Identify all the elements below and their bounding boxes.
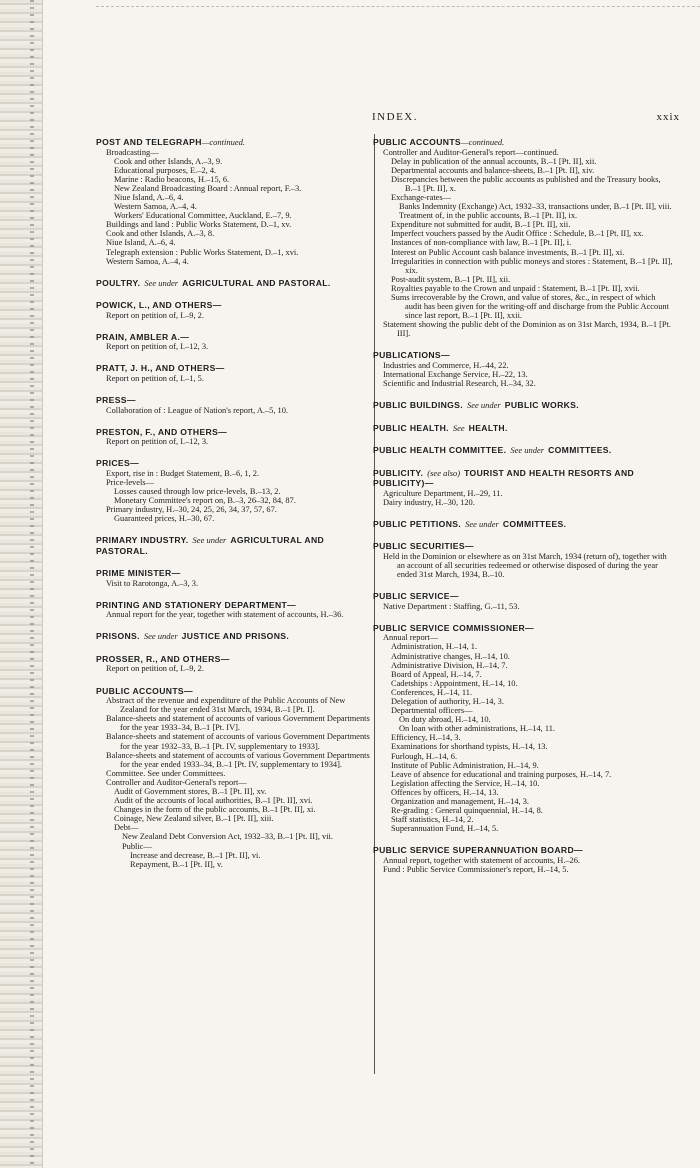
entry-line: Niue Island, A.–6, 4. — [114, 192, 184, 202]
page-number: xxix — [656, 111, 680, 123]
entry-line: Fund : Public Service Commissioner's report, H.–14, 5. — [383, 864, 569, 874]
entry-line: Discrepancies between the public accounts as published and the Treasury books, B.–1 [Pt. II], x. — [391, 174, 661, 193]
index-entry — [96, 363, 371, 383]
cross-reference: AGRICULTURAL AND PASTORAL. — [182, 277, 331, 288]
entry-heading — [373, 591, 673, 602]
entry-heading — [96, 458, 371, 469]
entry-heading — [96, 137, 371, 148]
heading-text: PRIME MINISTER— — [96, 568, 181, 579]
entry-line: Balance-sheets and statement of accounts of various Government Departments for the year 1933–34, B.–1 [Pt. IV]. — [106, 714, 370, 733]
entry-heading — [373, 137, 673, 148]
entry-line: Expenditure not submitted for audit, B.–1 [Pt. II], xii. — [391, 220, 571, 230]
heading-text: PRIMARY INDUSTRY. — [96, 535, 189, 546]
entry-line: Post-audit system, B.–1 [Pt. II], xii. — [391, 274, 511, 284]
entry-line: Instances of non-compliance with law, B.–1 [Pt. II], i. — [391, 238, 572, 248]
entry-line: Educational purposes, E.–2, 4. — [114, 165, 217, 175]
entry-line: Re-grading : General quinquennial, H.–14, 8. — [391, 806, 543, 816]
entry-line: Board of Appeal, H.–14, 7. — [391, 669, 482, 679]
see-label: See under — [143, 631, 178, 642]
entry-line: Balance-sheets and statement of accounts of various Government Departments for the year ended 1933–34, B.–1 [Pt. IV, supplementary to 1934]. — [106, 750, 370, 769]
see-label: See — [452, 422, 465, 433]
see-label: See under — [510, 445, 545, 456]
index-entry — [373, 591, 673, 611]
index-entry — [96, 458, 371, 523]
cross-reference: COMMITTEES. — [502, 518, 567, 529]
heading-text: PUBLIC HEALTH COMMITTEE. — [373, 445, 507, 456]
entry-heading — [96, 427, 371, 438]
entry-line: Sums irrecoverable by the Crown, and value of stores, &c., in respect of which audit has been given for the writing-off and discharge from the Public Account since last report, B.–1 [Pt. II], xxii. — [391, 293, 669, 321]
index-entry — [373, 519, 673, 530]
entry-heading — [96, 535, 371, 556]
entry-heading — [373, 423, 673, 434]
entry-line: Industries and Commerce, H.–44, 22. — [383, 360, 509, 370]
see-label: See under — [466, 400, 501, 411]
entry-line: Niue Island, A.–6, 4. — [106, 238, 176, 248]
cross-reference: AGRICULTURAL AND PASTORAL. — [96, 535, 325, 556]
heading-text: POWICK, L., AND OTHERS— — [96, 300, 222, 311]
entry-line: Committee. See under Committees. — [106, 768, 226, 778]
entry-heading — [373, 445, 673, 456]
heading-text: PRAIN, AMBLER A.— — [96, 331, 190, 342]
entry-line: New Zealand Debt Conversion Act, 1932–33, B.–1 [Pt. II], vii. — [122, 832, 333, 842]
entry-line: Furlough, H.–14, 6. — [391, 751, 458, 761]
entry-heading — [96, 300, 371, 311]
page-title: INDEX. — [372, 111, 418, 123]
continued-marker: —continued. — [201, 137, 245, 147]
index-entry — [373, 137, 673, 338]
entry-line: Collaboration of : League of Nation's report, A.–5, 10. — [106, 405, 288, 415]
heading-text: PRINTING AND STATIONERY DEPARTMENT— — [96, 599, 297, 610]
index-entry — [96, 568, 371, 588]
entry-line: Controller and Auditor-General's report— — [106, 777, 247, 787]
index-entry — [96, 300, 371, 320]
entry-line: Imperfect vouchers passed by the Audit Office : Schedule, B.–1 [Pt. II], xx. — [391, 229, 644, 239]
entry-line: Annual report, together with statement of accounts, H.–26. — [383, 855, 580, 865]
cross-reference: HEALTH. — [468, 422, 508, 433]
entry-line: Primary industry, H.–30, 24, 25, 26, 34, 37, 57, 67. — [106, 505, 277, 515]
entry-line: Export, rise in : Budget Statement, B.–6, 1, 2. — [106, 468, 260, 478]
heading-text: PUBLIC PETITIONS. — [373, 518, 462, 529]
entry-line: Annual report for the year, together with statement of accounts, H.–36. — [106, 610, 344, 620]
entry-line: Report on petition of, I.–12, 3. — [106, 437, 209, 447]
heading-text: PUBLIC SECURITIES— — [373, 541, 474, 552]
entry-line: Royalties payable to the Crown and unpaid : Statement, B.–1 [Pt. II], xvii. — [391, 283, 640, 293]
entry-heading — [96, 568, 371, 579]
entry-line: New Zealand Broadcasting Board : Annual report, F.–3. — [114, 183, 302, 193]
entry-line: Losses caused through low price-levels, B.–13, 2. — [114, 486, 281, 496]
entry-line: Administrative changes, H.–14, 10. — [391, 651, 510, 661]
heading-text: PUBLIC ACCOUNTS— — [96, 685, 193, 696]
entry-line: Cadetships : Appointment, H.–14, 10. — [391, 678, 518, 688]
entry-line: Statement showing the public debt of the Dominion as on 31st March, 1934, B.–1 [Pt. III]. — [383, 320, 671, 339]
entry-line: Balance-sheets and statement of accounts of various Government Departments for the year 1932–33, B.–1 [Pt. IV, supplementary to 1933]. — [106, 732, 370, 751]
entry-line: Legislation affecting the Service, H.–14, 10. — [391, 778, 540, 788]
index-entry — [96, 427, 371, 447]
entry-line: Cook and other Islands, A.–3, 9. — [114, 156, 223, 166]
entry-line: Banks Indemnity (Exchange) Act, 1932–33, transactions under, B.–1 [Pt. II], viii. — [399, 202, 672, 212]
index-entry — [96, 278, 371, 289]
entry-line: Organization and management, H.–14, 3. — [391, 797, 529, 806]
entry-line: Administrative Division, H.–14, 7. — [391, 660, 508, 670]
heading-text: PRESTON, F., AND OTHERS— — [96, 426, 228, 437]
index-entry — [373, 541, 673, 579]
see-label: See under — [192, 535, 227, 546]
index-entry — [373, 623, 673, 834]
entry-line: Agriculture Department, H.–29, 11. — [383, 488, 503, 498]
index-entry — [373, 845, 673, 874]
entry-line: Administration, H.–14, 1. — [391, 642, 478, 652]
entry-line: Conferences, H.–14, 11. — [391, 687, 473, 697]
entry-line: Monetary Committee's report on, B.–3, 26–32, 84, 87. — [114, 495, 296, 505]
entry-line: Examinations for shorthand typists, H.–14, 13. — [391, 742, 548, 752]
entry-line: Exchange-rates— — [391, 192, 451, 202]
entry-heading — [96, 278, 371, 289]
entry-heading — [373, 541, 673, 552]
index-entry — [96, 332, 371, 352]
cross-reference: COMMITTEES. — [548, 445, 612, 456]
entry-line: Controller and Auditor-General's report—continued. — [383, 147, 559, 157]
entry-line: Report on petition of, I.–9, 2. — [106, 664, 204, 674]
entry-line: Western Samoa, A.–4, 4. — [114, 202, 197, 212]
entry-line: Price-levels— — [106, 477, 154, 487]
entry-heading — [373, 350, 673, 361]
entry-heading — [96, 395, 371, 406]
entry-heading — [96, 332, 371, 343]
entry-line: Dairy industry, H.–30, 120. — [383, 497, 475, 507]
heading-text: PRICES— — [96, 458, 140, 469]
entry-line: Irregularities in connection with public moneys and stores : Statement, B.–1 [Pt. II], xix. — [391, 256, 673, 275]
entry-line: Interest on Public Account cash balance investments, B.–1 [Pt. II], xi. — [391, 247, 625, 257]
entry-line: Offences by officers, H.–14, 13. — [391, 787, 499, 797]
entry-line: Delegation of authority, H.–14, 3. — [391, 696, 504, 706]
entry-line: Broadcasting— — [106, 147, 159, 157]
cross-reference: TOURIST AND HEALTH RESORTS AND PUBLICITY)— — [373, 467, 635, 489]
entry-heading — [373, 468, 673, 489]
entry-line: Audit of Government stores, B.–1 [Pt. II], xv. — [114, 786, 267, 796]
entry-line: Efficiency, H.–14, 3. — [391, 733, 461, 743]
index-entry — [96, 654, 371, 674]
index-entry — [373, 350, 673, 388]
entry-line: Visit to Rarotonga, A.–3, 3. — [106, 578, 199, 588]
heading-text: PUBLIC HEALTH. — [373, 422, 449, 433]
entry-line: Departmental accounts and balance-sheets, B.–1 [Pt. II], xiv. — [391, 165, 595, 175]
entry-line: Report on petition of, I.–1, 5. — [106, 373, 204, 383]
entry-heading — [373, 845, 673, 856]
index-entry — [96, 600, 371, 620]
entry-line: Delay in publication of the annual accounts, B.–1 [Pt. II], xii. — [391, 156, 597, 166]
entry-heading — [96, 600, 371, 611]
entry-line: Staff statistics, H.–14, 2. — [391, 815, 474, 825]
heading-text: POST AND TELEGRAPH — [96, 137, 202, 147]
index-entry — [373, 468, 673, 507]
index-entry — [96, 686, 371, 869]
entry-line: Repayment, B.–1 [Pt. II], v. — [130, 859, 223, 869]
entry-line: Western Samoa, A.–4, 4. — [106, 256, 189, 266]
entry-line: Guaranteed prices, H.–30, 67. — [114, 514, 215, 524]
index-entry — [96, 395, 371, 415]
index-entry — [96, 137, 371, 266]
index-entry — [373, 400, 673, 411]
entry-line: Buildings and land : Public Works Statement, D.–1, xv. — [106, 220, 292, 230]
heading-text: PUBLIC ACCOUNTS — [373, 137, 462, 147]
entry-line: On duty abroad, H.–14, 10. — [399, 715, 491, 725]
heading-text: PROSSER, R., AND OTHERS— — [96, 653, 230, 664]
heading-text: PUBLIC BUILDINGS. — [373, 400, 463, 411]
entry-heading — [373, 519, 673, 530]
continued-marker: —continued. — [461, 137, 505, 147]
entry-line: Institute of Public Administration, H.–14, 9. — [391, 760, 539, 770]
entry-heading — [373, 400, 673, 411]
index-entry — [373, 423, 673, 434]
entry-line: Cook and other Islands, A.–3, 8. — [106, 229, 215, 239]
right-column — [373, 137, 673, 874]
entry-line: Report on petition of, I.–9, 2. — [106, 310, 204, 320]
entry-line: International Exchange Service, H.–22, 13. — [383, 370, 528, 380]
heading-text: PUBLIC SERVICE— — [373, 591, 459, 602]
entry-line: Telegraph extension : Public Works Statement, D.–1, xvi. — [106, 247, 299, 257]
entry-line: Marine : Radio beacons, H.–15, 6. — [114, 174, 230, 184]
entry-line: Departmental officers— — [391, 706, 473, 716]
heading-text: PRESS— — [96, 395, 136, 405]
entry-line: Changes in the form of the public accounts, B.–1 [Pt. II], xi. — [114, 805, 316, 815]
entry-heading — [96, 654, 371, 665]
entry-line: Report on petition of, I.–12, 3. — [106, 342, 209, 352]
entry-heading — [96, 363, 371, 374]
index-entry — [96, 631, 371, 642]
index-entry — [96, 535, 371, 556]
entry-line: Scientific and Industrial Research, H.–34, 32. — [383, 379, 536, 389]
entry-line: Abstract of the revenue and expenditure of the Public Accounts of New Zealand for the year ended 31st March, 1934, B.–1 [Pt. I]. — [106, 696, 346, 715]
left-column — [96, 137, 371, 869]
entry-line: Workers' Educational Committee, Auckland, E.–7, 9. — [114, 211, 292, 221]
entry-line: Increase and decrease, B.–1 [Pt. II], vi. — [130, 850, 261, 860]
heading-text: POULTRY. — [96, 277, 141, 288]
entry-line: Audit of the accounts of local authorities, B.–1 [Pt. II], xvi. — [114, 796, 313, 806]
book-binding-edge — [0, 0, 43, 1168]
entry-line: Held in the Dominion or elsewhere as on 31st March, 1934 (return of), together with an account of all securities redeemed or otherwise disposed of during the year ended 31st March, 1934, B.–10. — [383, 551, 667, 580]
entry-line: Superannuation Fund, H.–14, 5. — [391, 824, 499, 834]
entry-line: Public— — [122, 841, 152, 851]
heading-text: PUBLIC SERVICE SUPERANNUATION BOARD— — [373, 845, 583, 856]
entry-line: Debt— — [114, 823, 139, 833]
see-label: See under — [144, 277, 179, 288]
cross-reference: JUSTICE AND PRISONS. — [181, 631, 290, 642]
heading-text: PUBLICATIONS— — [373, 350, 450, 361]
entry-line: Treatment of, in the public accounts, B.–1 [Pt. II], ix. — [399, 211, 578, 221]
entry-line: Leave of absence for educational and training purposes, H.–14, 7. — [391, 769, 612, 779]
heading-text: PUBLICITY. — [373, 467, 424, 478]
see-label: (see also) — [427, 467, 461, 478]
entry-heading — [96, 686, 371, 697]
entry-heading — [96, 631, 371, 642]
heading-text: PRATT, J. H., AND OTHERS— — [96, 363, 225, 374]
entry-line: Coinage, New Zealand silver, B.–1 [Pt. II], xiii. — [114, 814, 274, 824]
heading-text: PRISONS. — [96, 631, 140, 642]
entry-line: Annual report— — [383, 633, 439, 643]
entry-heading — [373, 623, 673, 634]
cross-reference: PUBLIC WORKS. — [504, 400, 580, 411]
entry-line: Native Department : Staffing, G.–11, 53. — [383, 601, 520, 611]
index-entry — [373, 445, 673, 456]
page-top-edge — [96, 6, 700, 7]
heading-text: PUBLIC SERVICE COMMISSIONER— — [373, 622, 535, 633]
entry-line: On loan with other administrations, H.–14, 11. — [399, 724, 556, 734]
see-label: See under — [465, 518, 499, 529]
